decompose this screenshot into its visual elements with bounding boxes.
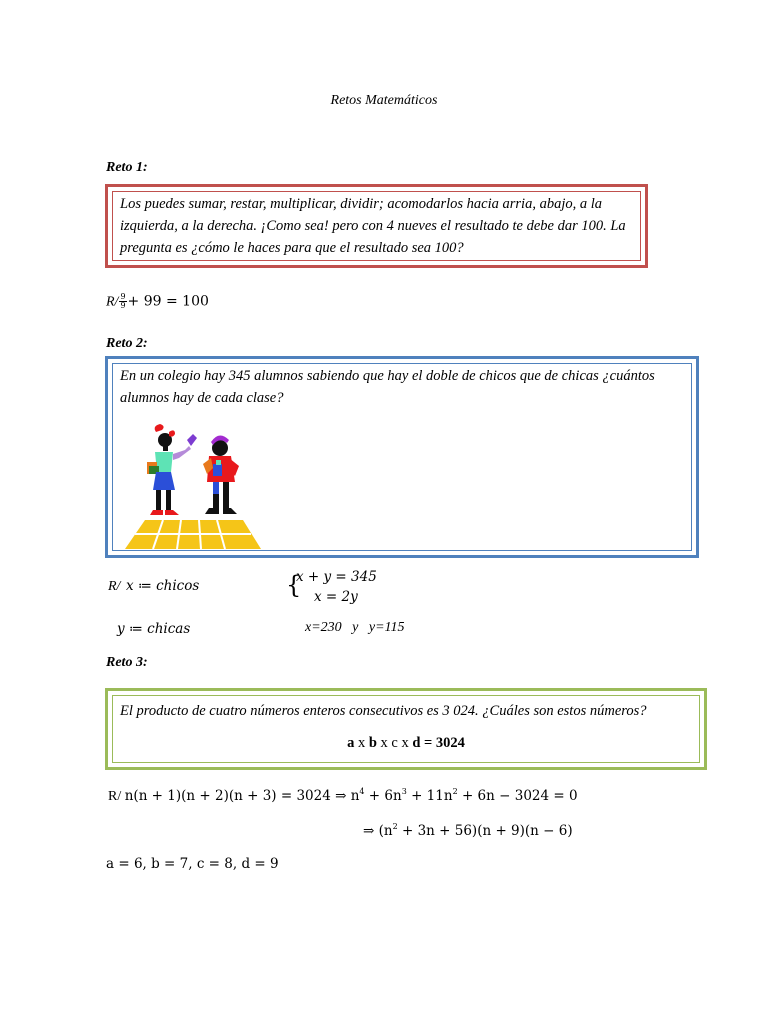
reto2-answer-prefix: R/ xyxy=(108,579,121,594)
students-illustration xyxy=(123,424,263,552)
reto1-fraction: $\frac{9}{9}$ xyxy=(120,292,126,310)
system-eq2: x = 2y xyxy=(314,589,358,605)
system-eq1: x + y = 345 xyxy=(296,569,377,585)
reto1-problem-text: Los puedes sumar, restar, multiplicar, dividir; acomodarlos hacia arria, abajo, a la izquierda, a la derecha. ¡Como sea! pero con 4 nueves el resultado te debe dar 100. La pregunta es ¿cómo le haces para que el resultado sea 100? xyxy=(120,196,626,256)
reto1-box xyxy=(105,184,648,268)
reto1-answer-rest: + 99 = 100 xyxy=(127,293,209,310)
reto1-answer-prefix: R/ xyxy=(106,294,119,310)
reto2-def-x: x ≔ chicos xyxy=(125,578,200,594)
reto3-problem-text: El producto de cuatro números enteros consecutivos es 3 024. ¿Cuáles son estos números? xyxy=(120,703,647,719)
reto2-problem-text: En un colegio hay 345 alumnos sabiendo que hay el doble de chicos que de chicas ¿cuántos alumnos hay de cada clase? xyxy=(120,368,655,406)
reto3-answer-prefix: R/ xyxy=(108,789,122,804)
page-title: Retos Matemáticos xyxy=(330,93,438,108)
system-brace: { xyxy=(286,571,302,599)
reto2-heading: Reto 2: xyxy=(106,336,148,351)
reto3-heading: Reto 3: xyxy=(106,655,148,670)
reto2-result: x=230 y y=115 xyxy=(305,620,405,635)
reto3-answer-line1: R/ n(n + 1)(n + 2)(n + 3) = 3024 ⇒ $n^4 + 6n^3 + 11n^2 + 6n - 3024 = 0$ xyxy=(108,787,578,804)
reto3-box xyxy=(105,688,707,770)
reto3-answer-line3: a = 6, b = 7, c = 8, d = 9 xyxy=(106,856,279,872)
reto3-answer-line2: ⇒ $(n^2 + 3n + 56)(n + 9)(n - 6)$ xyxy=(363,822,573,839)
reto2-box xyxy=(105,356,699,558)
reto1-answer xyxy=(106,293,209,311)
reto2-answer-row1 xyxy=(108,578,199,595)
reto2-def-y: y ≔ chicas xyxy=(117,621,191,637)
reto3-formula: a x b x c x d = 3024 xyxy=(347,735,465,751)
reto1-heading: Reto 1: xyxy=(106,160,148,175)
